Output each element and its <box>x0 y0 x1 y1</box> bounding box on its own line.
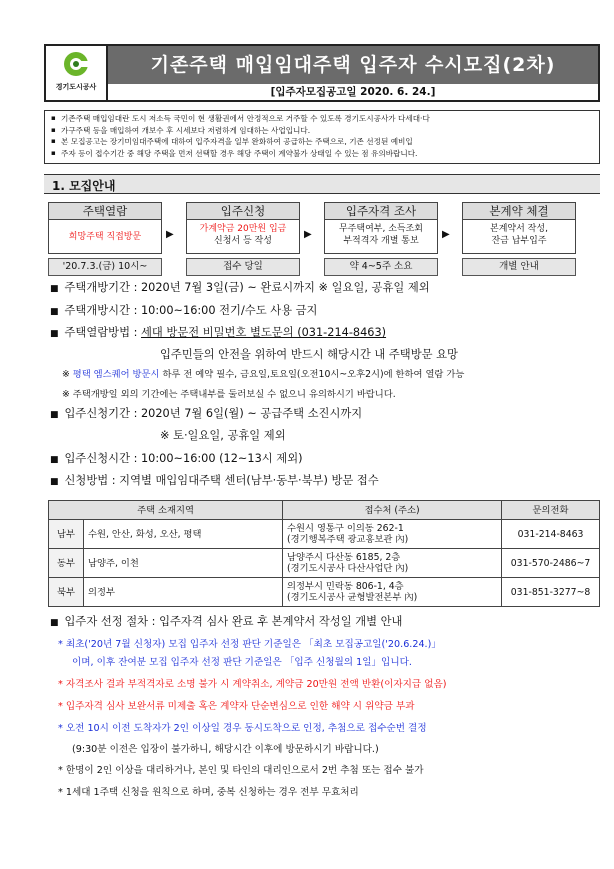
intro-line: ▪ 주자 등이 접수기간 중 해당 주택을 먼저 선택할 경우 해당 주택이 계약불가 상태일 수 있는 점 유의바랍니다. <box>45 148 599 160</box>
info-text: 신청방법 : 지역별 매입임대주택 센터(남부·동부·북부) 방문 접수 <box>64 474 379 487</box>
flow-step-title: 본계약 체결 <box>462 202 576 220</box>
gh-logo-icon <box>62 50 90 78</box>
section-title: 1. 모집안내 <box>52 179 116 193</box>
flow-step-text: 무주택여부, 소득조회 <box>339 224 423 234</box>
flow-step-text: 신청서 등 작성 <box>214 236 272 246</box>
flow-step-body <box>462 220 576 254</box>
note-line: 이며, 이후 잔여분 모집 입주자 선정 판단 기준일은 「입주 신청월의 1일」입니다. <box>72 657 412 668</box>
region-cell: 남부 <box>49 520 84 549</box>
phone-cell: 031-570-2486~7 <box>502 549 600 578</box>
arrow-icon: ▶ <box>166 229 174 240</box>
flow-step-body <box>324 220 438 254</box>
table-row <box>49 549 600 578</box>
flow-step <box>48 202 162 254</box>
note-line: * 한명이 2인 이상을 대리하거나, 본인 및 타인의 대리인으로서 2번 추첨 또는 접수 불가 <box>58 765 424 776</box>
table-header: 접수처 (주소) <box>283 501 502 520</box>
flow-step-title: 주택열람 <box>48 202 162 220</box>
intro-line: ▪ 가구주택 등을 매입하여 개보수 후 시세보다 저렴하게 임대하는 사업입니다. <box>45 125 599 137</box>
areas-cell: 수원, 안산, 화성, 오산, 평택 <box>84 520 283 549</box>
intro-line: ▪ 본 모집공고는 장기미임대주택에 대하여 입주자격을 일부 완화하여 공급하는 주택으로, 기존 선정된 예비입 <box>45 136 599 148</box>
inquiry-phone: 세대 방문전 비밀번호 별도문의 (031-214-8463) <box>140 326 387 339</box>
flow-step-body <box>186 220 300 254</box>
note-text: 한명이 2인 이상을 대리하거나, 본인 및 타인의 대리인으로서 2번 추첨 또는 접수 불가 <box>65 765 424 776</box>
note-text: 1세대 1주택 신청을 원칙으로 하며, 중복 신청하는 경우 전부 무효처리 <box>65 787 359 798</box>
page-title: 기존주택 매입임대주택 입주자 수시모집(2차) <box>150 54 556 76</box>
region-cell: 북부 <box>49 578 84 607</box>
org-name: 경기도시공사 <box>55 83 97 91</box>
address-line: 수원시 영통구 이의동 262-1 <box>287 523 404 534</box>
flow-step-title: 입주신청 <box>186 202 300 220</box>
arrow-icon: ▶ <box>442 229 450 240</box>
note-text: 최초('20년 7월 신청자) 모집 입주자 선정 판단 기준일은 「최초 모집공고일('20.6.24.)」 <box>65 639 441 650</box>
note-line: * 1세대 1주택 신청을 원칙으로 하며, 중복 신청하는 경우 전부 무효처리 <box>58 787 359 798</box>
address-cell <box>283 549 502 578</box>
address-line: (경기행복주택 광교홍보관 內) <box>287 534 409 545</box>
info-line: ■ 주택열람방법 : 세대 방문전 비밀번호 별도문의 (031-214-8463) <box>50 326 387 339</box>
flow-step-text: 잔금 납부입주 <box>491 236 547 246</box>
info-line: ■ 주택개방시간 : 10:00~16:00 전기/수도 사용 금지 <box>50 304 318 317</box>
info-line: ■ 입주신청기간 : 2020년 7월 6일(월) ~ 공급주택 소진시까지 <box>50 407 363 420</box>
info-text: 주택개방시간 : 10:00~16:00 전기/수도 사용 금지 <box>64 304 318 317</box>
info-line: ■ 입주신청시간 : 10:00~16:00 (12~13시 제외) <box>50 452 303 465</box>
info-line: ■ 신청방법 : 지역별 매입임대주택 센터(남부·동부·북부) 방문 접수 <box>50 474 379 487</box>
phone-cell: 031-851-3277~8 <box>502 578 600 607</box>
info-line: ※ 토·일요일, 공휴일 제외 <box>160 429 286 442</box>
flow-step-text: 가계약금 20만원 입금 <box>199 224 287 234</box>
note-highlight: 평택 엠스퀘어 방문시 <box>72 369 160 380</box>
region-cell: 동부 <box>49 549 84 578</box>
note-mark: ※ <box>62 369 73 380</box>
info-text: 입주신청시간 : 10:00~16:00 (12~13시 제외) <box>64 452 303 465</box>
info-text: 입주신청기간 : 2020년 7월 6일(월) ~ 공급주택 소진시까지 <box>64 407 363 420</box>
note-text: 오전 10시 이전 도착자가 2인 이상일 경우 동시도착으로 인정, 추첨으로 접수순번 결정 <box>65 723 427 734</box>
info-line: 입주민들의 안전을 위하여 반드시 해당시간 내 주택방문 요망 <box>160 348 458 361</box>
flow-step-text: 희망주택 직접방문 <box>68 232 142 242</box>
flow-step-text: 본계약서 작성, <box>490 224 548 234</box>
flow-step <box>462 202 576 254</box>
address-line: (경기도시공사 균형발전본부 內) <box>287 592 418 603</box>
flow-step-timing: 개별 안내 <box>462 258 576 276</box>
info-text: 주택개방기간 : 2020년 7월 3일(금) ~ 완료시까지 ※ 일요일, 공휴일 제외 <box>64 281 430 294</box>
phone-cell: 031-214-8463 <box>502 520 600 549</box>
flow-step-timing: '20.7.3.(금) 10시~ <box>48 258 162 276</box>
announcement-date: [입주자모집공고일 2020. 6. 24.] <box>270 86 436 98</box>
address-cell <box>283 578 502 607</box>
areas-cell: 남양주, 이천 <box>84 549 283 578</box>
info-line: ■ 입주자 선정 절차 : 입주자격 심사 완료 후 본계약서 작성일 개별 안내 <box>50 615 403 628</box>
table-header: 주택 소재지역 <box>49 501 283 520</box>
note-line: ※ 주택개방일 외의 기간에는 주택내부를 둘러보실 수 없으니 유의하시기 바랍니다. <box>62 389 396 400</box>
table-header: 문의전화 <box>502 501 600 520</box>
note-line: * 자격조사 결과 부적격자로 소명 불가 시 계약취소, 계약금 20만원 전액 반환(이자지급 없음) <box>58 679 447 690</box>
note-text: 자격조사 결과 부적격자로 소명 불가 시 계약취소, 계약금 20만원 전액 반환(이자지급 없음) <box>65 679 447 690</box>
address-line: 의정부시 민락동 806-1, 4층 <box>287 581 404 592</box>
section-header <box>44 174 600 194</box>
flow-step-timing: 접수 당일 <box>186 258 300 276</box>
info-text: 입주자 선정 절차 : 입주자격 심사 완료 후 본계약서 작성일 개별 안내 <box>64 615 403 628</box>
note-text: 입주자격 심사 보완서류 미제출 혹은 계약자 단순변심으로 인한 해약 시 위약금 부과 <box>65 701 415 712</box>
info-text: 주택열람방법 : <box>64 326 141 339</box>
flow-step <box>186 202 300 254</box>
note-line: * 입주자격 심사 보완서류 미제출 혹은 계약자 단순변심으로 인한 해약 시 위약금 부과 <box>58 701 415 712</box>
center-table <box>48 500 600 607</box>
info-line: ■ 주택개방기간 : 2020년 7월 3일(금) ~ 완료시까지 ※ 일요일, 공휴일 제외 <box>50 281 430 294</box>
address-line: (경기도시공사 다산사업단 內) <box>287 563 409 574</box>
note-line <box>62 368 464 382</box>
note-line: * 최초('20년 7월 신청자) 모집 입주자 선정 판단 기준일은 「최초 모집공고일('20.6.24.)」 <box>58 639 441 650</box>
logo <box>46 46 108 100</box>
address-cell <box>283 520 502 549</box>
intro-line: ▪ 기존주택 매입임대란 도시 저소득 국민이 현 생활권에서 안정적으로 거주할 수 있도록 경기도시공사가 다세대·다 <box>45 113 599 125</box>
intro-box <box>44 110 600 164</box>
table-header-row <box>49 501 600 520</box>
arrow-icon: ▶ <box>304 229 312 240</box>
note-line: * 오전 10시 이전 도착자가 2인 이상일 경우 동시도착으로 인정, 추첨으로 접수순번 결정 <box>58 723 427 734</box>
flow-step-timing: 약 4~5주 소요 <box>324 258 438 276</box>
title-band <box>108 46 598 84</box>
table-row <box>49 520 600 549</box>
areas-cell: 의정부 <box>84 578 283 607</box>
note-text: 하루 전 예약 필수, 금요일,토요일(오전10시~오후2시)에 한하여 열람 가능 <box>159 369 465 380</box>
flow-step <box>324 202 438 254</box>
table-row <box>49 578 600 607</box>
document-header <box>44 44 600 102</box>
flow-step-text: 부적격자 개별 통보 <box>343 236 419 246</box>
flow-step-body <box>48 220 162 254</box>
note-line: (9:30분 이전은 입장이 불가하니, 해당시간 이후에 방문하시기 바랍니다.) <box>72 744 379 755</box>
flow-step-title: 입주자격 조사 <box>324 202 438 220</box>
address-line: 남양주시 다산동 6185, 2층 <box>287 552 401 563</box>
